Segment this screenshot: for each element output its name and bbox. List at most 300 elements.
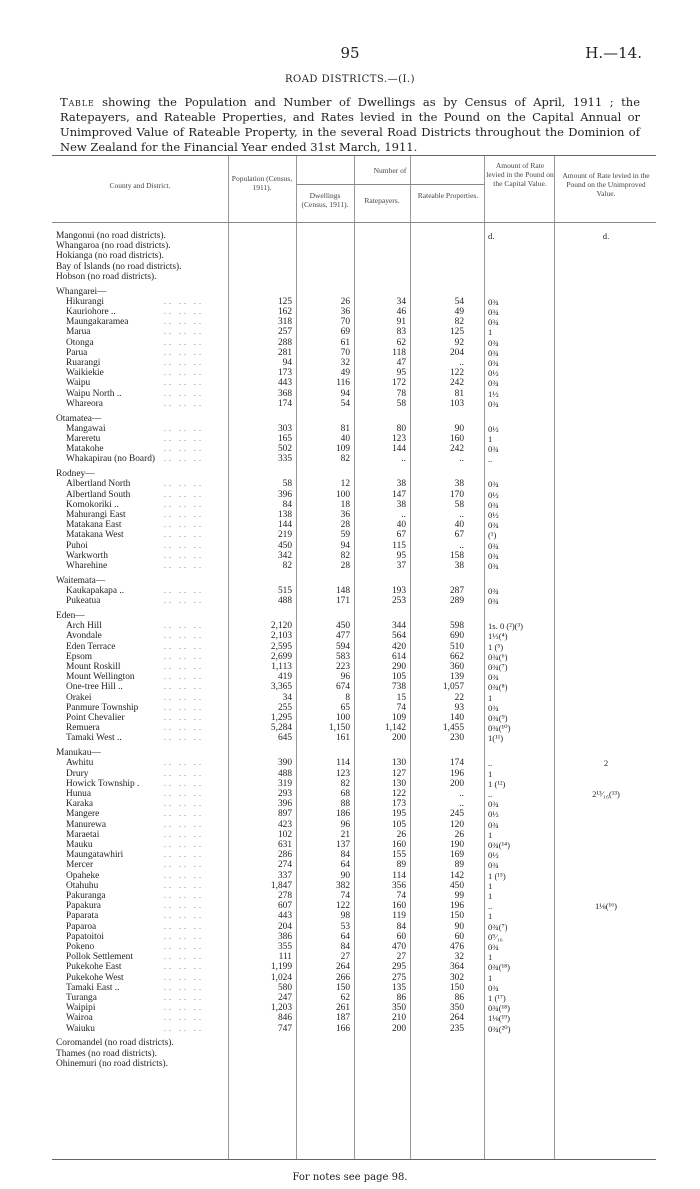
leader-dots: .. .. ..: [164, 561, 204, 570]
district-row: [52, 962, 656, 972]
district-row: [52, 993, 656, 1003]
capital-rate-cell: 0¾: [488, 586, 499, 596]
district-row: [52, 652, 656, 662]
population-cell: 278: [277, 891, 292, 901]
district-row: [52, 891, 656, 901]
properties-cell: 598: [449, 621, 464, 632]
district-row: [52, 779, 656, 789]
properties-cell: 140: [449, 713, 464, 723]
properties-cell: 58: [454, 499, 464, 510]
district-row: [52, 434, 656, 444]
leader-dots: .. .. ..: [164, 702, 204, 712]
capital-rate-cell: 1(¹¹): [488, 733, 504, 744]
leader-dots: .. .. ..: [164, 520, 204, 530]
properties-cell: 242: [449, 444, 464, 455]
district-name: Wharehine: [66, 561, 108, 571]
dwellings-cell: 100: [335, 489, 350, 500]
dwellings-cell: 96: [340, 819, 350, 830]
population-cell: 631: [277, 840, 292, 850]
district-row: [52, 500, 656, 510]
district-name: Maungakaramea: [66, 317, 129, 328]
district-row: [52, 621, 656, 631]
district-name: Albertland North: [66, 479, 131, 490]
properties-cell: 476: [449, 942, 464, 952]
ratepayers-cell: 160: [391, 901, 406, 912]
ratepayers-cell: 60: [396, 931, 406, 942]
district-name: Whareora: [66, 398, 103, 409]
capital-rate-cell: 0¾(¹⁸): [488, 1003, 511, 1014]
ratepayers-cell: 123: [391, 434, 406, 444]
capital-rate-cell: 1: [488, 434, 493, 444]
district-name: Karaka: [66, 799, 94, 810]
population-cell: 303: [277, 423, 292, 434]
population-cell: 580: [277, 982, 292, 993]
district-row: [52, 911, 656, 921]
properties-cell: ..: [459, 358, 464, 368]
capital-rate-cell: 0¾: [488, 702, 499, 713]
district-row: [52, 769, 656, 779]
leader-dots: .. .. ..: [164, 819, 204, 829]
dwellings-cell: 26: [340, 296, 350, 307]
district-name: Orakei: [66, 692, 92, 703]
leader-dots: .. .. ..: [164, 692, 204, 702]
capital-rate-cell: ..: [488, 901, 493, 912]
dwellings-cell: 382: [335, 880, 350, 891]
header-properties: Rateable Properties.: [417, 191, 479, 200]
population-cell: 1,113: [271, 662, 292, 672]
population-cell: 2,699: [270, 651, 292, 662]
leader-dots: .. .. ..: [164, 789, 204, 798]
dwellings-cell: 82: [340, 550, 350, 561]
dwellings-cell: 90: [340, 870, 350, 881]
properties-cell: 245: [449, 809, 464, 820]
capital-rate-cell: 0¾: [488, 479, 499, 490]
leader-dots: .. .. ..: [164, 768, 204, 778]
properties-cell: 200: [449, 778, 464, 789]
properties-cell: 86: [454, 993, 464, 1003]
ratepayers-cell: 344: [391, 621, 406, 632]
population-cell: 368: [277, 388, 292, 399]
district-row: [52, 860, 656, 870]
properties-cell: 93: [454, 702, 464, 713]
district-name: Avondale: [66, 631, 102, 642]
capital-rate-cell: ..: [488, 758, 493, 769]
district-name: Epsom: [66, 651, 93, 662]
ratepayers-cell: 40: [396, 520, 406, 531]
leader-dots: .. .. ..: [164, 347, 204, 357]
table-caption: [60, 95, 640, 155]
ratepayers-cell: 147: [391, 489, 406, 500]
capital-rate-cell: 1: [488, 327, 493, 338]
district-row: [52, 682, 656, 692]
district-row: [52, 338, 656, 348]
leader-dots: .. .. ..: [164, 840, 204, 849]
capital-rate-cell: 0¾(⁸): [488, 682, 508, 693]
district-name: Albertland South: [66, 489, 131, 500]
population-cell: 443: [277, 911, 292, 922]
leader-dots: .. .. ..: [164, 388, 204, 398]
dwellings-cell: 70: [340, 347, 350, 358]
population-cell: 450: [277, 540, 292, 551]
properties-cell: 302: [449, 972, 464, 983]
district-row: [52, 348, 656, 358]
ratepayers-cell: 130: [391, 758, 406, 769]
district-row: [52, 561, 656, 571]
dwellings-cell: 122: [335, 901, 350, 912]
leader-dots: .. .. ..: [164, 586, 204, 595]
population-cell: 255: [277, 702, 292, 713]
ratepayers-cell: 38: [396, 479, 406, 490]
dwellings-cell: 264: [335, 962, 350, 973]
population-cell: 281: [277, 347, 292, 358]
district-row: [52, 479, 656, 489]
properties-cell: 142: [449, 870, 464, 881]
unimproved-rate-cell: 2: [603, 758, 609, 769]
ratepayers-cell: 127: [391, 768, 406, 779]
district-row: [52, 840, 656, 850]
population-cell: 125: [277, 296, 292, 307]
district-name: Mahurangi East: [66, 510, 126, 520]
population-cell: 165: [277, 434, 292, 444]
header-rule: [52, 222, 656, 223]
district-row: [52, 1024, 656, 1034]
leader-dots: .. .. ..: [164, 778, 204, 788]
group-heading-row: [52, 251, 656, 261]
district-name: Marua: [66, 327, 91, 338]
district-name: Hikurangi: [66, 296, 105, 307]
dwellings-cell: 583: [335, 651, 350, 662]
properties-cell: ..: [459, 454, 464, 465]
dwellings-cell: 114: [336, 758, 350, 769]
district-row: [52, 378, 656, 388]
district-row: [52, 307, 656, 317]
dwellings-cell: 82: [340, 778, 350, 789]
leader-dots: .. .. ..: [164, 510, 204, 519]
capital-rate-cell: 0¾: [488, 819, 499, 830]
dwellings-cell: 88: [340, 799, 350, 810]
district-row: [52, 789, 656, 799]
dwellings-cell: 100: [335, 713, 350, 723]
district-row: [52, 672, 656, 682]
capital-rate-cell: (¹): [488, 530, 497, 541]
ratepayers-cell: 15: [396, 692, 406, 703]
district-row: [52, 881, 656, 891]
properties-cell: 54: [454, 296, 464, 307]
dwellings-cell: 74: [340, 891, 350, 901]
district-name: Pukekohe East: [66, 962, 122, 973]
population-cell: 274: [277, 860, 292, 871]
dwellings-cell: 69: [340, 327, 350, 338]
ratepayers-cell: 564: [391, 631, 406, 642]
capital-rate-cell: 1⅛(¹⁹): [488, 1013, 511, 1024]
dwellings-cell: 70: [340, 317, 350, 328]
district-row: [52, 297, 656, 307]
district-name: Arch Hill: [66, 621, 102, 632]
group-heading-row: [52, 287, 656, 297]
leader-dots: .. .. ..: [164, 641, 204, 651]
district-name: Manurewa: [66, 819, 107, 830]
district-name: Mount Roskill: [66, 662, 121, 672]
capital-rate-cell: 1 (¹⁵): [488, 870, 506, 881]
properties-cell: 1,057: [442, 682, 464, 693]
header-dwellings: Dwellings (Census, 1911).: [301, 191, 349, 209]
population-cell: 3,365: [270, 682, 292, 693]
district-row: [52, 713, 656, 723]
population-cell: 2,103: [270, 631, 292, 642]
district-row: [52, 820, 656, 830]
population-cell: 111: [278, 952, 292, 963]
district-name: Bay of Islands (no road districts).: [56, 261, 182, 272]
dwellings-cell: 32: [340, 358, 350, 368]
leader-dots: .. .. ..: [164, 1003, 204, 1013]
ratepayers-cell: 37: [396, 561, 406, 571]
capital-rate-cell: 0½: [488, 368, 499, 379]
population-cell: 82: [282, 561, 292, 571]
ratepayers-cell: 95: [396, 368, 406, 379]
ratepayers-cell: 144: [391, 444, 406, 455]
ratepayers-cell: 80: [396, 423, 406, 434]
properties-cell: 1,455: [442, 723, 464, 734]
header-rule: [296, 184, 484, 185]
ratepayers-cell: 74: [396, 702, 406, 713]
capital-rate-cell: 0½: [488, 510, 499, 520]
properties-cell: 49: [454, 307, 464, 317]
caption-lead: Table: [60, 95, 95, 109]
capital-rate-cell: 1: [488, 952, 493, 963]
properties-cell: 264: [449, 1013, 464, 1024]
capital-rate-cell: 0½: [488, 809, 499, 820]
dwellings-cell: 64: [340, 860, 350, 871]
district-name: Coromandel (no road districts).: [56, 1038, 174, 1049]
ratepayers-cell: 130: [391, 778, 406, 789]
district-name: Rodney—: [56, 469, 95, 480]
unimproved-rate-cell: 1⅛(¹⁶): [594, 901, 618, 912]
leader-dots: .. .. ..: [164, 799, 204, 809]
district-row: [52, 389, 656, 399]
district-name: Awhitu: [66, 758, 94, 769]
dwellings-cell: 54: [340, 398, 350, 409]
district-name: Otonga: [66, 337, 94, 348]
district-name: Drury: [66, 768, 89, 779]
dwellings-cell: 1,150: [328, 723, 350, 734]
population-cell: 173: [277, 368, 292, 379]
leader-dots: .. .. ..: [164, 982, 204, 992]
header-county: County and District.: [109, 181, 171, 190]
properties-cell: ..: [459, 540, 464, 551]
capital-rate-cell: 1: [488, 768, 493, 779]
group-heading-row: [52, 262, 656, 272]
district-row: [52, 520, 656, 530]
population-cell: 443: [277, 378, 292, 389]
leader-dots: .. .. ..: [164, 758, 204, 768]
dwellings-cell: 94: [340, 388, 350, 399]
capital-rate-cell: 0¾: [488, 378, 499, 389]
dwellings-cell: 8: [345, 692, 350, 703]
ratepayers-cell: 614: [391, 651, 406, 662]
leader-dots: .. .. ..: [164, 337, 204, 347]
district-name: Ohinemuri (no road districts).: [56, 1058, 168, 1069]
population-cell: 5,284: [270, 723, 292, 734]
ratepayers-cell: 200: [391, 1023, 406, 1034]
properties-cell: ..: [459, 789, 464, 799]
properties-cell: 174: [449, 758, 464, 769]
district-row: [52, 317, 656, 327]
dwellings-cell: 98: [340, 911, 350, 922]
district-row: [52, 799, 656, 809]
district-name: Opaheke: [66, 870, 100, 881]
district-name: Waitemata—: [56, 575, 106, 586]
leader-dots: .. .. ..: [164, 850, 204, 860]
road-districts-table: [52, 155, 656, 1160]
district-name: Matakohe: [66, 444, 104, 455]
properties-cell: 139: [449, 672, 464, 683]
dwellings-cell: 123: [335, 768, 350, 779]
capital-rate-cell: 0¾: [488, 982, 499, 993]
district-name: Mauku: [66, 840, 93, 850]
district-name: Otamatea—: [56, 413, 102, 424]
capital-rate-cell: 0¾(⁶): [488, 651, 508, 662]
dwellings-cell: 109: [335, 444, 350, 455]
district-row: [52, 631, 656, 641]
dwellings-cell: 166: [335, 1023, 350, 1034]
leader-dots: .. .. ..: [164, 672, 204, 682]
properties-cell: 122: [449, 368, 464, 379]
properties-cell: 230: [449, 733, 464, 744]
population-cell: 1,199: [270, 962, 292, 973]
properties-cell: ..: [459, 799, 464, 810]
properties-cell: 204: [449, 347, 464, 358]
district-name: Otahuhu: [66, 880, 99, 891]
ratepayers-cell: 74: [396, 891, 406, 901]
properties-cell: 82: [454, 317, 464, 328]
population-cell: 144: [277, 520, 292, 531]
population-cell: 342: [277, 550, 292, 561]
district-row: [52, 703, 656, 713]
group-heading-row: [52, 414, 656, 424]
district-row: [52, 358, 656, 368]
capital-rate-cell: 0¾: [488, 860, 499, 871]
capital-rate-cell: 1 (¹²): [488, 778, 506, 789]
leader-dots: .. .. ..: [164, 423, 204, 433]
properties-cell: 92: [454, 337, 464, 348]
district-name: Mangonui (no road districts).: [56, 231, 166, 241]
district-name: Maungatawhiri: [66, 850, 124, 861]
district-name: Paparata: [66, 911, 99, 922]
population-cell: 645: [277, 733, 292, 744]
population-cell: 335: [277, 454, 292, 465]
district-name: Mareretu: [66, 434, 101, 444]
dwellings-cell: 21: [340, 829, 350, 840]
ratepayers-cell: 34: [396, 296, 406, 307]
leader-dots: .. .. ..: [164, 809, 204, 819]
district-name: Papakura: [66, 901, 101, 912]
district-row: [52, 596, 656, 606]
leader-dots: .. .. ..: [164, 479, 204, 489]
ratepayers-cell: 114: [392, 870, 406, 881]
properties-cell: ..: [459, 510, 464, 520]
leader-dots: .. .. ..: [164, 530, 204, 540]
population-cell: 1,024: [270, 972, 292, 983]
ratepayers-cell: 160: [391, 840, 406, 850]
capital-rate-cell: 0¾: [488, 596, 499, 607]
district-row: [52, 850, 656, 860]
leader-dots: .. .. ..: [164, 829, 204, 839]
ratepayers-cell: 122: [391, 789, 406, 799]
leader-dots: .. .. ..: [164, 972, 204, 982]
population-cell: 1,847: [270, 880, 292, 891]
ratepayers-cell: 115: [392, 540, 406, 551]
dwellings-cell: 594: [335, 641, 350, 652]
leader-dots: .. .. ..: [164, 378, 204, 388]
ratepayers-cell: 95: [396, 550, 406, 561]
district-name: Pollok Settlement: [66, 952, 133, 963]
dwellings-cell: 150: [335, 982, 350, 993]
district-row: [52, 901, 656, 911]
dwellings-cell: 28: [340, 561, 350, 571]
properties-cell: 158: [449, 550, 464, 561]
leader-dots: .. .. ..: [164, 651, 204, 661]
properties-cell: 350: [449, 1003, 464, 1014]
leader-dots: .. .. ..: [164, 962, 204, 972]
group-heading-row: [52, 1038, 656, 1048]
district-row: [52, 723, 656, 733]
district-name: Pukeatua: [66, 596, 101, 607]
capital-rate-cell: 0¾: [488, 444, 499, 455]
header-population: Population (Census, 1911).: [231, 174, 293, 192]
district-row: [52, 642, 656, 652]
unimproved-rate-cell: 2¹³⁄₁₆(¹³): [592, 789, 620, 799]
capital-rate-cell: ..: [488, 454, 493, 465]
ratepayers-cell: ..: [401, 510, 406, 520]
ratepayers-cell: 78: [396, 388, 406, 399]
capital-rate-cell: ..: [488, 789, 493, 799]
district-name: Mangere: [66, 809, 100, 820]
leader-dots: .. .. ..: [164, 307, 204, 316]
ratepayers-cell: 253: [391, 596, 406, 607]
district-name: Maraetai: [66, 829, 100, 840]
population-cell: 174: [277, 398, 292, 409]
district-name: Tamaki East ..: [66, 982, 120, 993]
district-name: Waipipi: [66, 1003, 96, 1014]
population-cell: 2,595: [270, 641, 292, 652]
document-code: H.—14.: [585, 44, 642, 62]
leader-dots: .. .. ..: [164, 733, 204, 743]
capital-rate-cell: 0½: [488, 423, 499, 434]
population-cell: 219: [277, 530, 292, 541]
district-name: Whakapirau (no Board): [66, 454, 156, 465]
district-row: [52, 1003, 656, 1013]
dwellings-cell: 261: [335, 1003, 350, 1014]
properties-cell: 150: [449, 982, 464, 993]
population-cell: 897: [277, 809, 292, 820]
population-cell: 94: [282, 358, 292, 368]
capital-rate-cell: 1: [488, 911, 493, 922]
properties-cell: 38: [454, 561, 464, 571]
ratepayers-cell: 350: [391, 1003, 406, 1014]
district-row: [52, 424, 656, 434]
population-cell: 286: [277, 850, 292, 861]
properties-cell: 235: [449, 1023, 464, 1034]
ratepayers-cell: 91: [396, 317, 406, 328]
population-cell: 747: [277, 1023, 292, 1034]
unimproved-rate-cell: d.: [602, 231, 610, 241]
properties-cell: 22: [454, 692, 464, 703]
population-cell: 390: [277, 758, 292, 769]
leader-dots: .. .. ..: [164, 952, 204, 962]
properties-cell: 26: [454, 829, 464, 840]
ratepayers-cell: 420: [391, 641, 406, 652]
district-row: [52, 586, 656, 596]
